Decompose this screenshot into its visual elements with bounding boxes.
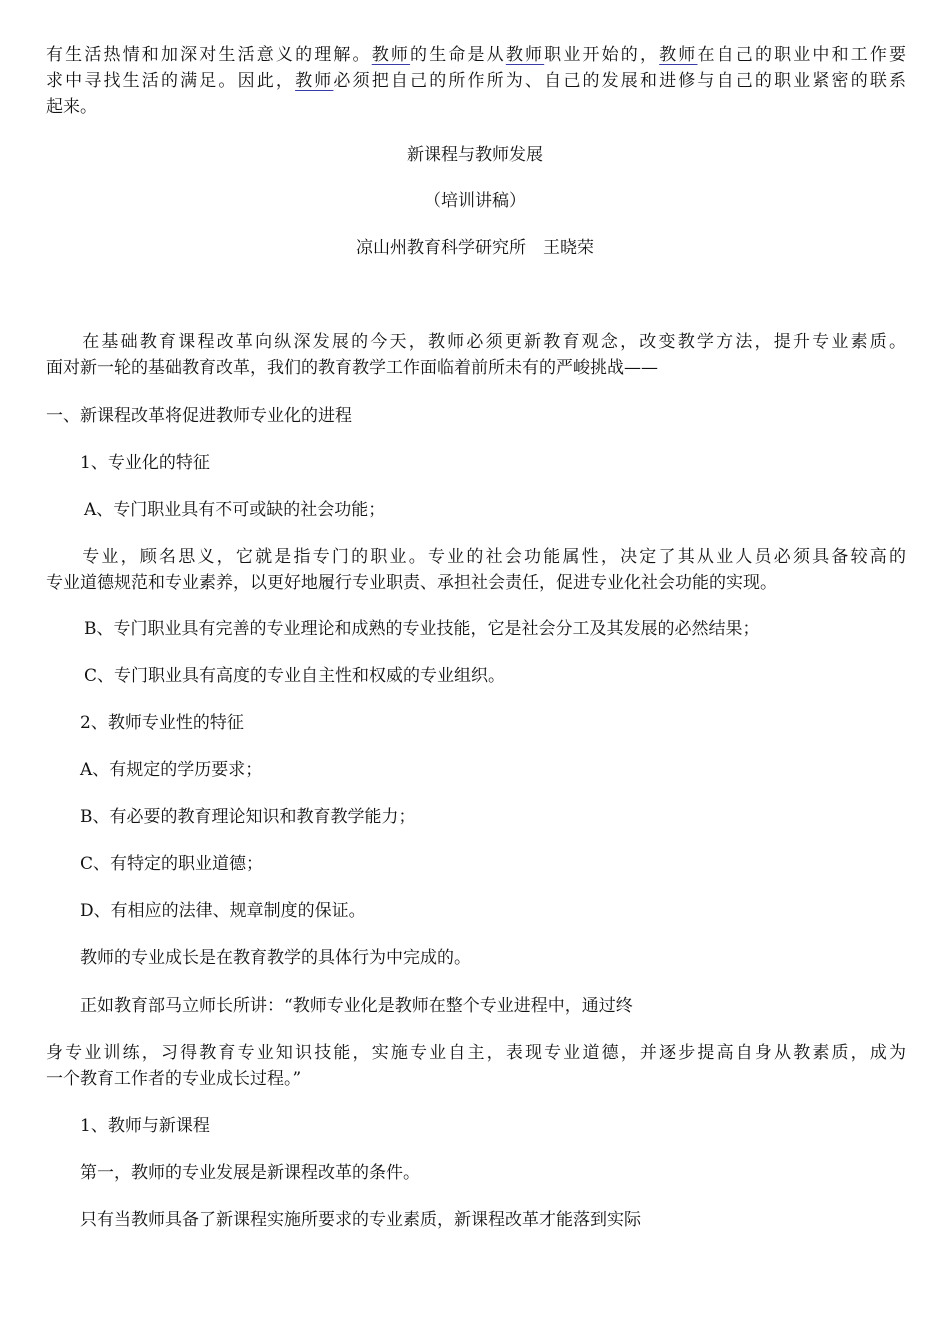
intro-text: 必须把自己的所作所为、自己的发展和进修与自己的职业紧密的联系 (333, 71, 907, 91)
intro-line-2 (46, 69, 906, 93)
intro-text: 有生活热情和加深对生活意义的理解。 (46, 45, 372, 65)
document-subtitle: （培训讲稿） (424, 191, 526, 211)
document-title: 新课程与教师发展 (407, 145, 543, 165)
section-heading-1: 一、新课程改革将促进教师专业化的进程 (46, 406, 352, 426)
intro-text: 在自己的职业中和工作要 (697, 45, 907, 65)
intro-line-3: 起来。 (46, 97, 97, 117)
paragraph-1-line-1 (46, 330, 906, 354)
paragraph-text: 专业，顾名思义，它就是指专门的职业。专业的社会功能属性，决定了其从业人员必须具备较高的 (80, 547, 906, 567)
subheading-1-1: 1、专业化的特征 (80, 453, 210, 473)
list-item-a2: A、有规定的学历要求； (80, 760, 263, 780)
keyword-link-teacher[interactable]: 教师 (505, 45, 545, 65)
document-author: 凉山州教育科学研究所 王晓荣 (356, 238, 594, 258)
paragraph-text: 在基础教育课程改革向纵深发展的今天，教师必须更新教育观念，改变教学方法，提升专业素质。 (80, 332, 906, 352)
paragraph-6: 只有当教师具备了新课程实施所要求的专业素质，新课程改革才能落到实际 (80, 1210, 641, 1230)
paragraph-5-line-1: 身专业训练，习得教育专业知识技能，实施专业自主，表现专业道德，并逐步提高自身从教素质，成为 (46, 1043, 906, 1063)
paragraph-2-line-1 (46, 545, 906, 569)
keyword-link-teacher[interactable]: 教师 (295, 71, 334, 91)
keyword-link-teacher[interactable]: 教师 (659, 45, 698, 65)
list-item-d2: D、有相应的法律、规章制度的保证。 (80, 901, 366, 921)
paragraph-5-line-2: 一个教育工作者的专业成长过程。” (46, 1069, 302, 1089)
list-item-c1: C、专门职业具有高度的专业自主性和权威的专业组织。 (84, 666, 506, 686)
list-item-b2: B、有必要的教育理论知识和教育教学能力； (80, 807, 416, 827)
subheading-1-2: 2、教师专业性的特征 (80, 713, 244, 733)
list-item-c2: C、有特定的职业道德； (80, 854, 264, 874)
paragraph-4: 正如教育部马立师长所讲：“教师专业化是教师在整个专业进程中，通过终 (80, 996, 633, 1016)
intro-text: 求中寻找生活的满足。因此， (46, 71, 296, 91)
intro-text: 职业开始的， (544, 45, 660, 65)
paragraph-3: 教师的专业成长是在教育教学的具体行为中完成的。 (80, 948, 471, 968)
subheading-2: 1、教师与新课程 (80, 1116, 210, 1136)
list-item-b1: B、专门职业具有完善的专业理论和成熟的专业技能，它是社会分工及其发展的必然结果； (84, 619, 760, 639)
intro-line-1 (46, 43, 906, 67)
paragraph-2-line-2: 专业道德规范和专业素养，以更好地履行专业职责、承担社会责任，促进专业化社会功能的实现。 (46, 573, 777, 593)
keyword-link-teacher[interactable]: 教师 (371, 45, 411, 65)
paragraph-1-line-2: 面对新一轮的基础教育改革，我们的教育教学工作面临着前所未有的严峻挑战—— (46, 358, 658, 378)
subheading-2-1: 第一，教师的专业发展是新课程改革的条件。 (80, 1163, 420, 1183)
list-item-a1: A、专门职业具有不可或缺的社会功能； (84, 500, 386, 520)
intro-text: 的生命是从 (410, 45, 506, 65)
